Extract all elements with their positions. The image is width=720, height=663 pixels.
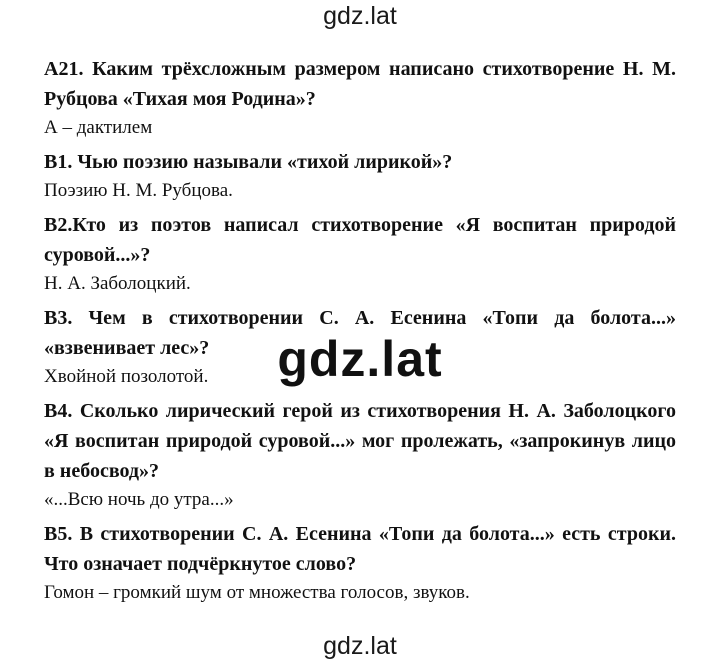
answer-a21: А – дактилем: [44, 117, 153, 138]
question-b1: В1. Чью поэзию называли «тихой лирикой»?: [44, 151, 453, 173]
question-b4: В4. Сколько лирический герой из стихотворения Н. А. Заболоцкого «Я воспитан природой суровой...» мог пролежать, «запрокинув лицо в небосвод»?: [44, 400, 676, 482]
answer-b1: Поэзию Н. М. Рубцова.: [44, 180, 233, 201]
watermark-center: gdz.lat: [277, 331, 443, 387]
answer-b5: Гомон – громкий шум от множества голосов, звуков.: [44, 582, 470, 603]
answer-b3: Хвойной позолотой.: [44, 366, 209, 387]
answer-b2: Н. А. Заболоцкий.: [44, 273, 191, 294]
question-b2: В2.Кто из поэтов написал стихотворение «Я воспитан природой суровой...»?: [44, 214, 676, 266]
watermark-top: gdz.lat: [323, 2, 397, 30]
question-a21: А21. Каким трёхсложным размером написано стихотворение Н. М. Рубцова «Тихая моя Родина»?: [44, 58, 676, 110]
answer-b4: «...Всю ночь до утра...»: [44, 489, 234, 510]
question-b3: В3. Чем в стихотворении С. А. Есенина «Топи да болота...» «взвенивает лес»?: [44, 307, 676, 359]
question-b5: В5. В стихотворении С. А. Есенина «Топи да болота...» есть строки. Что означает подчёркнутое слово?: [44, 523, 676, 575]
watermark-bottom: gdz.lat: [323, 632, 397, 660]
